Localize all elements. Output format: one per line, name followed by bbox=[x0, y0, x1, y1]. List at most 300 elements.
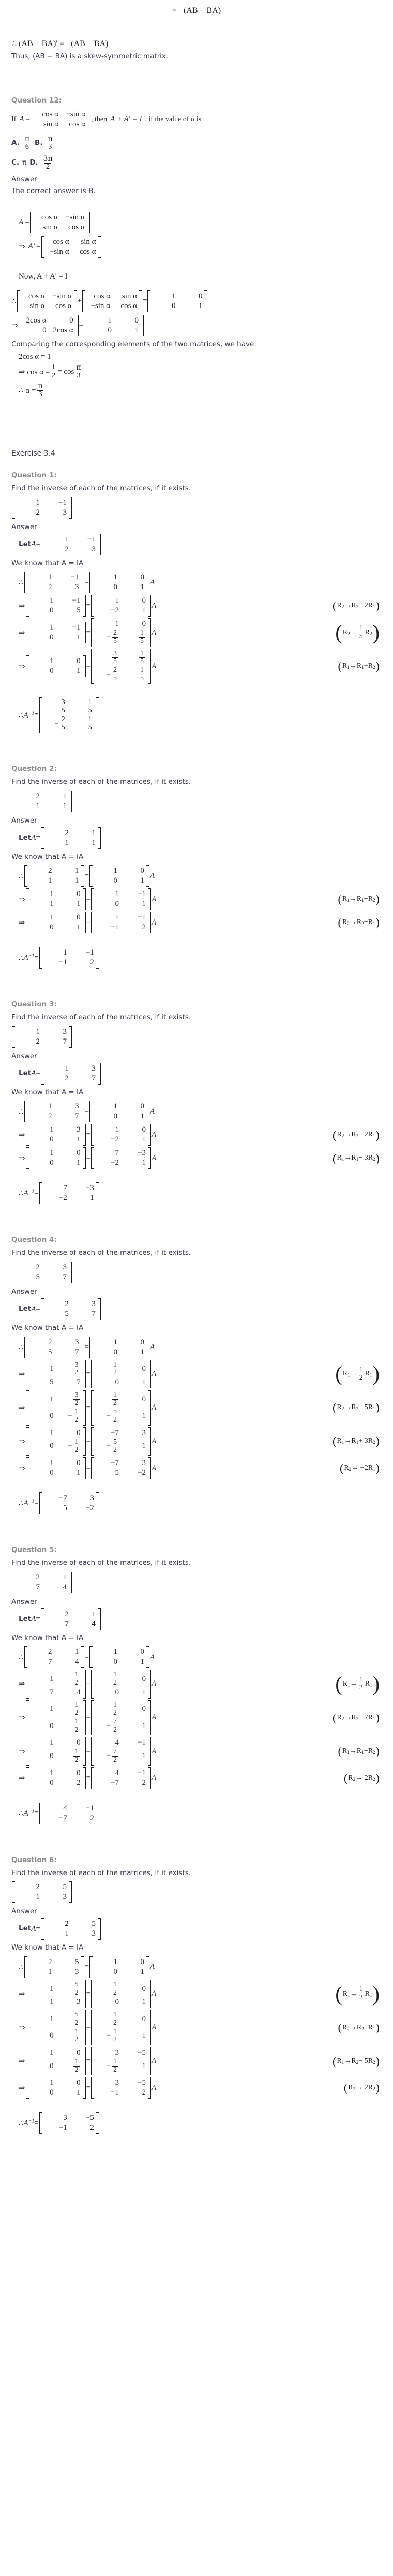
matrix-row bbox=[29, 1701, 83, 1718]
cell: 7 bbox=[50, 1688, 54, 1696]
paren-right: ) bbox=[372, 1362, 380, 1386]
cell: 0 bbox=[50, 1412, 54, 1420]
cell: 0 bbox=[50, 923, 54, 932]
paren-left: ( bbox=[332, 1401, 337, 1414]
matrix bbox=[91, 2010, 151, 2045]
q12-now-text: Now, A + A' = I bbox=[19, 272, 68, 281]
matrix-row bbox=[94, 606, 148, 616]
cell: 2 bbox=[48, 1112, 52, 1121]
question-block bbox=[11, 1856, 386, 2153]
derivation-step bbox=[11, 1670, 386, 1698]
matrix-row bbox=[94, 1768, 148, 1778]
step-row-operation bbox=[338, 917, 386, 928]
question-block bbox=[11, 765, 386, 987]
let-a-label: Let bbox=[19, 539, 32, 548]
cell: −5 bbox=[138, 2079, 146, 2087]
cell: sin α bbox=[29, 301, 45, 310]
cell: −1 bbox=[111, 923, 119, 932]
numerator: π bbox=[38, 382, 43, 390]
derivation-step bbox=[11, 2077, 386, 2099]
cell: 1 bbox=[142, 2061, 146, 2070]
row-operation-text: $R_2$ → $\frac{1}{5}$ $R_2$ bbox=[342, 624, 372, 640]
step-equation bbox=[11, 865, 155, 887]
matrix-row bbox=[94, 913, 148, 923]
cell: 5 bbox=[63, 1504, 67, 1513]
cell: 0 bbox=[113, 1967, 118, 1976]
cell: 0 bbox=[50, 1442, 54, 1451]
cell: 2 bbox=[36, 1573, 40, 1582]
matrix-row bbox=[94, 1361, 148, 1378]
document-page bbox=[0, 6, 393, 2173]
denominator: 2 bbox=[112, 1369, 118, 1377]
answer-label: Answer bbox=[11, 1051, 37, 1060]
cell: cos α bbox=[52, 237, 69, 246]
cell: 0 bbox=[140, 1338, 145, 1346]
matrix-body bbox=[94, 1390, 148, 1426]
matrix bbox=[26, 622, 86, 643]
matrix-row bbox=[93, 1102, 146, 1111]
spacer bbox=[11, 1517, 386, 1532]
cell: 0 bbox=[42, 326, 47, 334]
matrix-body bbox=[29, 1457, 83, 1479]
step-equation bbox=[11, 1337, 155, 1358]
numerator: 1 bbox=[74, 1671, 79, 1679]
matrix bbox=[91, 1147, 151, 1169]
fraction bbox=[112, 2028, 118, 2044]
matrix-row bbox=[44, 1619, 98, 1629]
numerator: 5 bbox=[74, 1980, 79, 1988]
matrix-body bbox=[94, 595, 148, 617]
math-symbol: ⇒ bbox=[19, 1680, 25, 1689]
derivation-step bbox=[11, 1700, 386, 1736]
matrix bbox=[19, 315, 79, 336]
cell: −1 bbox=[85, 948, 94, 957]
bracket-right bbox=[96, 1803, 99, 1824]
numerator: 2 bbox=[61, 715, 65, 723]
matrix-row bbox=[94, 1125, 148, 1135]
paren-left: ( bbox=[332, 1151, 337, 1165]
cell: sin α bbox=[122, 291, 138, 300]
cell: 3 bbox=[90, 1494, 94, 1503]
let-a-label: Let bbox=[19, 1924, 32, 1933]
q12-condition: A + A' = I bbox=[110, 115, 142, 124]
matrix-row bbox=[93, 1967, 146, 1977]
matrix-body bbox=[29, 888, 83, 910]
subscripted-symbol: $R_2$ bbox=[351, 2057, 359, 2065]
bracket-right bbox=[148, 1147, 151, 1169]
cell: 1 bbox=[63, 801, 67, 810]
matrix bbox=[26, 595, 86, 617]
a-inverse-label: $A^{-1}$ bbox=[23, 710, 35, 720]
denominator: 5 bbox=[112, 637, 118, 646]
matrix bbox=[41, 1608, 101, 1630]
math-symbol: = bbox=[34, 1499, 39, 1507]
cell: 1 bbox=[65, 838, 69, 847]
fraction-cell bbox=[107, 1439, 119, 1454]
matrix-row bbox=[44, 1919, 98, 1929]
cell: 0 bbox=[50, 1159, 54, 1167]
cell: cos α bbox=[79, 247, 96, 256]
q12-sum-equation: ∴ cos α −sin α sin α cos α + cos α sin α −sin α cos α = 1 0 0 1 bbox=[11, 290, 386, 312]
cell: 1 bbox=[113, 1338, 118, 1346]
paren-left: ( bbox=[332, 1711, 337, 1724]
derivation-step bbox=[11, 572, 386, 593]
row-operation bbox=[344, 2083, 380, 2093]
matrix-row bbox=[42, 1494, 96, 1503]
cell: 0 bbox=[115, 900, 119, 909]
question-prompt: Find the inverse of each of the matrices, if it exists. bbox=[11, 1868, 191, 1877]
numerator: 7 bbox=[113, 1748, 117, 1756]
step-equation bbox=[11, 2010, 156, 2045]
cell: −7 bbox=[111, 1428, 119, 1437]
subscripted-symbol: $R_1$ bbox=[342, 1989, 350, 1998]
bracket-right bbox=[148, 618, 151, 647]
math-symbol: = bbox=[36, 1924, 40, 1933]
q12-eq3 bbox=[11, 383, 386, 398]
q12-eq1 bbox=[11, 353, 386, 361]
subscripted-symbol: $R_2$ bbox=[351, 1403, 359, 1412]
math-symbol: ⇒ bbox=[19, 2057, 25, 2066]
minus-sign: − bbox=[106, 633, 111, 641]
row-operation bbox=[332, 2056, 380, 2067]
matrix bbox=[91, 1124, 151, 1146]
matrix-row bbox=[29, 1148, 83, 1158]
matrix-body bbox=[93, 1101, 146, 1122]
matrix bbox=[39, 947, 99, 969]
matrix bbox=[24, 1956, 84, 1978]
let-a-line bbox=[11, 827, 386, 849]
fraction bbox=[112, 1392, 118, 1407]
bracket-right bbox=[81, 1101, 84, 1122]
matrix-row bbox=[15, 1583, 69, 1592]
math-symbol: A bbox=[152, 1774, 157, 1782]
cell: 2 bbox=[65, 545, 69, 553]
row-operation-text: $R_1$ → $\frac{1}{2}$ $R_1$ bbox=[342, 1675, 372, 1692]
cell: 5 bbox=[92, 1920, 96, 1928]
step-equation bbox=[11, 1737, 156, 1765]
math-symbol: ⇒ bbox=[19, 602, 25, 610]
denominator: 5 bbox=[87, 724, 94, 732]
paren-left: ( bbox=[338, 1745, 342, 1758]
derivation-step bbox=[11, 1737, 386, 1765]
matrix-row bbox=[94, 1428, 148, 1438]
inverse-result bbox=[11, 947, 386, 969]
q12-prompt-suffix: , if the value of α is bbox=[145, 115, 202, 123]
minus-sign: − bbox=[106, 2031, 111, 2040]
q11-line1-text: = −(AB − BA) bbox=[172, 6, 221, 15]
cell bbox=[94, 1438, 121, 1455]
cell: 1 bbox=[134, 326, 139, 334]
math-symbol: A bbox=[152, 895, 157, 903]
matrix-body bbox=[29, 1767, 83, 1789]
answer-label: Answer bbox=[11, 1287, 37, 1296]
derivation-step bbox=[11, 912, 386, 933]
matrix-row bbox=[29, 1688, 83, 1697]
math-symbol: ⇒ bbox=[19, 1714, 25, 1722]
fraction bbox=[112, 630, 118, 645]
inverse-result bbox=[11, 2112, 386, 2134]
matrix-row bbox=[93, 573, 146, 582]
matrix-row bbox=[93, 582, 146, 592]
cell: 0 bbox=[50, 667, 54, 676]
cell: −3 bbox=[138, 1149, 146, 1158]
a-inverse-label: $A^{-1}$ bbox=[23, 2118, 35, 2128]
math-symbol: = bbox=[86, 2023, 91, 2032]
matrix-body bbox=[15, 497, 69, 519]
fraction bbox=[73, 1408, 80, 1424]
matrix-row bbox=[27, 1647, 81, 1657]
math-symbol: A bbox=[152, 918, 157, 927]
cell: 1 bbox=[50, 2048, 54, 2057]
matrix-row bbox=[29, 1378, 83, 1387]
bracket-right bbox=[81, 1646, 84, 1668]
numerator: 7 bbox=[113, 1717, 117, 1725]
matrix-row bbox=[94, 1458, 148, 1468]
math-symbol: = bbox=[86, 1130, 91, 1139]
step-row-operation bbox=[332, 1153, 386, 1164]
math-symbol: = bbox=[86, 1437, 91, 1445]
step-equation bbox=[11, 595, 156, 617]
cell: 0 bbox=[50, 606, 54, 615]
subscripted-symbol: $R_1$ bbox=[365, 1370, 372, 1378]
cell: −7 bbox=[111, 1459, 119, 1468]
option-d-value bbox=[42, 155, 54, 171]
option-d-label: D. bbox=[29, 158, 38, 167]
derivation-step bbox=[11, 1337, 386, 1358]
cell: 7 bbox=[48, 1658, 52, 1666]
option-b-value bbox=[46, 136, 54, 151]
matrix-row bbox=[27, 866, 81, 876]
cell: 1 bbox=[75, 867, 79, 875]
subscripted-symbol: $R_1$ bbox=[342, 895, 350, 903]
answer-label: Answer bbox=[11, 816, 37, 825]
matrix-row bbox=[27, 876, 81, 886]
matrix bbox=[91, 912, 151, 933]
matrix bbox=[41, 534, 101, 555]
inverse-result bbox=[11, 697, 386, 733]
question-block bbox=[11, 1236, 386, 1532]
fraction-cell bbox=[73, 1718, 81, 1734]
matrix-row bbox=[94, 1158, 148, 1168]
spacer bbox=[11, 1170, 386, 1180]
row-operation bbox=[332, 1130, 380, 1140]
math-symbol: ⇒ bbox=[19, 1464, 25, 1473]
fraction-cell bbox=[73, 2011, 81, 2027]
matrix bbox=[26, 2010, 86, 2045]
step-equation bbox=[11, 1767, 156, 1789]
matrix-body bbox=[94, 1427, 148, 1456]
cell: 2 bbox=[90, 1813, 94, 1822]
step-row-operation bbox=[344, 1773, 386, 1783]
matrix-row bbox=[29, 1158, 83, 1168]
step-equation bbox=[11, 1700, 156, 1736]
cell: 3 bbox=[63, 1027, 67, 1036]
matrix bbox=[91, 2047, 151, 2075]
bracket-right bbox=[146, 1101, 149, 1122]
matrix-body bbox=[29, 1427, 83, 1456]
matrix-body bbox=[94, 1980, 148, 2008]
fraction-cell bbox=[111, 1981, 119, 1997]
cell: −1 bbox=[138, 913, 146, 922]
matrix-body bbox=[94, 1147, 148, 1169]
paren-right: ) bbox=[375, 916, 380, 929]
cell: 3 bbox=[92, 1929, 96, 1938]
matrix-body bbox=[44, 1063, 98, 1085]
matrix-body bbox=[29, 912, 83, 933]
inverse-result bbox=[11, 1803, 386, 1824]
row-operation-text: $R_1$ → $R_1$ − $R_2$ bbox=[342, 1747, 375, 1755]
paren-right: ) bbox=[372, 1982, 380, 2006]
cell: −1 bbox=[72, 596, 81, 605]
matrix bbox=[26, 1124, 86, 1146]
math-symbol: ∴ bbox=[19, 1809, 24, 1818]
paren-left: ( bbox=[340, 1461, 344, 1475]
paren-right: ) bbox=[375, 1128, 380, 1141]
fraction-cell bbox=[86, 699, 94, 714]
bracket-right bbox=[148, 2047, 151, 2075]
cell: 2 bbox=[36, 508, 40, 517]
math-symbol: = bbox=[86, 2057, 91, 2066]
cell: 1 bbox=[77, 1159, 81, 1167]
row-operation bbox=[332, 1153, 380, 1164]
matrix-body bbox=[42, 947, 96, 969]
q12-answer-label: Answer bbox=[11, 175, 37, 184]
row-operation bbox=[338, 917, 380, 928]
numerator: 5 bbox=[113, 1408, 117, 1416]
matrix bbox=[12, 1262, 72, 1283]
denominator: 3 bbox=[75, 372, 82, 380]
bracket-right bbox=[98, 1918, 101, 1940]
cell: 1 bbox=[75, 876, 79, 885]
matrix-row bbox=[29, 1468, 83, 1478]
cell: 1 bbox=[115, 1125, 119, 1134]
matrix-body bbox=[27, 1101, 81, 1122]
fraction bbox=[358, 1986, 365, 2001]
fraction-cell bbox=[107, 667, 119, 682]
row-operation-text: $R_2$ → $R_2$ − 5 $R_1$ bbox=[337, 1403, 375, 1412]
matrix-body bbox=[29, 1147, 83, 1169]
question-prompt: Find the inverse of each of the matrices, if it exists. bbox=[11, 1013, 191, 1022]
subscripted-symbol: $R_2$ bbox=[368, 895, 375, 903]
matrix-row bbox=[29, 1408, 83, 1424]
cell: 0 bbox=[142, 2014, 146, 2023]
matrix-row bbox=[94, 629, 148, 646]
matrix-row bbox=[27, 573, 81, 582]
cell: 1 bbox=[113, 867, 118, 875]
step-equation bbox=[11, 1124, 156, 1146]
math-symbol: = bbox=[36, 1305, 40, 1313]
fraction bbox=[73, 1392, 80, 1407]
row-operation-text: $R_2$ → $R_2$ − 2 $R_1$ bbox=[337, 602, 375, 610]
fraction-cell bbox=[54, 716, 67, 731]
matrix-row bbox=[15, 1882, 69, 1892]
bracket-right bbox=[148, 912, 151, 933]
cell: 1 bbox=[63, 1573, 67, 1582]
cell: −5 bbox=[85, 2114, 94, 2123]
minus-sign: − bbox=[68, 1412, 72, 1420]
math-symbol: = bbox=[34, 2118, 39, 2127]
numerator: 1 bbox=[359, 1985, 363, 1994]
matrix-body bbox=[42, 697, 96, 733]
math-symbol: A bbox=[152, 1369, 157, 1378]
matrix-row bbox=[94, 2078, 148, 2088]
subscripted-symbol: $R_1$ bbox=[342, 1679, 350, 1688]
matrix bbox=[41, 1298, 101, 1320]
cell: 1 bbox=[115, 913, 119, 922]
let-a-line bbox=[11, 1918, 386, 1940]
cell: 1 bbox=[50, 1998, 54, 2007]
row-operation-text: $R_1$ → $R_1$ + 3 $R_2$ bbox=[337, 1437, 375, 1445]
cell: 2 bbox=[36, 1883, 40, 1892]
spacer bbox=[11, 1827, 386, 1842]
matrix-row bbox=[27, 1111, 81, 1121]
inverse-result bbox=[11, 1492, 386, 1514]
matrix-row bbox=[94, 1738, 148, 1748]
option-b-num: π bbox=[48, 135, 53, 143]
matrix-body bbox=[94, 2077, 148, 2099]
cell: 1 bbox=[142, 1159, 146, 1167]
question-block bbox=[11, 1546, 386, 1842]
subscripted-symbol: $R_1$ bbox=[337, 2057, 344, 2065]
math-symbol: = bbox=[36, 1069, 40, 1078]
cell: 2 bbox=[48, 1648, 52, 1657]
numerator: 1 bbox=[140, 666, 144, 675]
math-symbol: A bbox=[31, 1615, 36, 1623]
bracket-right bbox=[148, 1390, 151, 1426]
paren-left: ( bbox=[335, 1982, 342, 2006]
cell: 0 bbox=[140, 573, 145, 582]
denominator: 2 bbox=[112, 2019, 118, 2027]
cell: sin α bbox=[43, 120, 58, 128]
cell: 1 bbox=[142, 1378, 146, 1386]
cell bbox=[56, 1718, 83, 1734]
cell: sin α bbox=[81, 237, 96, 246]
numerator: 1 bbox=[74, 1701, 79, 1709]
math-symbol: = bbox=[84, 578, 89, 587]
we-know-line: We know that A = IA bbox=[11, 1633, 84, 1642]
option-d-den: 2 bbox=[44, 163, 51, 171]
row-operation-text: $R_1$ → $R_1$ + $R_2$ bbox=[342, 662, 375, 670]
cell: 7 bbox=[63, 1037, 67, 1046]
matrix bbox=[91, 1767, 151, 1789]
numerator: 1 bbox=[113, 1671, 117, 1679]
fraction-cell bbox=[107, 1748, 119, 1764]
step-row-operation bbox=[332, 1436, 386, 1446]
question-heading: Question 5: bbox=[11, 1546, 57, 1555]
let-a-line bbox=[11, 1298, 386, 1320]
q12-A-label: A bbox=[19, 115, 24, 124]
cell: 1 bbox=[92, 1609, 96, 1618]
math-symbol: A bbox=[152, 1130, 157, 1139]
numerator: 3 bbox=[74, 1360, 79, 1369]
subscripted-symbol: $R_1$ bbox=[365, 1679, 372, 1688]
cell: −sin α bbox=[49, 247, 69, 256]
matrix-row bbox=[94, 899, 148, 909]
question-matrix bbox=[11, 1262, 386, 1283]
bracket-right bbox=[148, 1124, 151, 1146]
cell: 1 bbox=[142, 1721, 146, 1730]
cell: 1 bbox=[50, 657, 54, 666]
math-symbol: = bbox=[86, 1679, 91, 1688]
bracket-right bbox=[83, 2047, 86, 2075]
cell: 4 bbox=[92, 1619, 96, 1628]
bracket-right bbox=[146, 1337, 149, 1358]
cell: 3 bbox=[92, 1300, 96, 1308]
numerator: 1 bbox=[140, 649, 144, 657]
fraction bbox=[112, 1408, 118, 1424]
fraction bbox=[73, 1718, 80, 1734]
matrix-row bbox=[29, 1718, 83, 1734]
